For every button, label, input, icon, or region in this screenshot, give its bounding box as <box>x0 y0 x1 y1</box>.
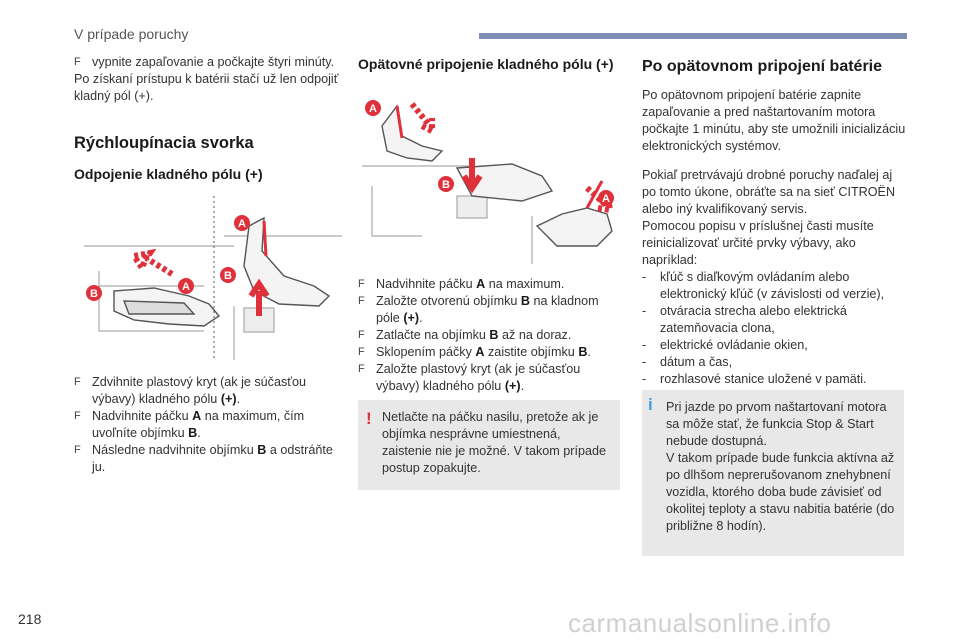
label-a-2 <box>178 278 194 294</box>
illustration-reconnect <box>362 96 620 264</box>
illustration-disconnect <box>84 196 342 360</box>
svg-text:B: B <box>224 270 232 282</box>
warning-text: Netlačte na páčku nasilu, pretože ak je objímka nesprávne umiestnená, zaistenie nie je možné. V takom prípade postup zopakujte. <box>382 410 607 475</box>
list-item: - dátum a čas, <box>642 355 733 369</box>
bullet-icon: F <box>358 278 365 290</box>
list-item: - kľúč s diaľkovým ovládaním alebo elektronický kľúč (v závislosti od verzie), <box>642 270 885 301</box>
arrow-left <box>134 253 172 274</box>
info-box <box>642 390 904 556</box>
watermark: carmanualsonline.info <box>568 608 832 638</box>
svg-text:A: A <box>602 193 610 205</box>
subtitle-reconnect: Opätovné pripojenie kladného pólu (+) <box>358 56 614 72</box>
column-1-steps <box>74 374 342 476</box>
bullet-icon: F <box>358 329 365 341</box>
intro-text: Po získaní prístupu k batérii stačí už len odpojiť kladný pól (+). <box>74 72 339 103</box>
warning-box <box>358 400 620 490</box>
clamp-top <box>382 106 442 161</box>
step-r1: F Nadvihnite páčku A na maximum. <box>358 277 565 291</box>
bullet-icon: F <box>74 410 81 422</box>
step-3: F Následne nadvihnite objímku B a odstráňte ju. <box>74 443 333 474</box>
section-title: Rýchloupínacia svorka <box>74 134 254 152</box>
arrow-down-a <box>412 104 432 131</box>
list-item: - rozhlasové stanice uložené v pamäti. <box>642 372 867 386</box>
intro-bullet: F vypnite zapaľovanie a počkajte štyri minúty. <box>74 55 335 69</box>
para-2: Pokiaľ pretrvávajú drobné poruchy naďalej aj po tomto úkone, obráťte sa na sieť CITROËN alebo iný kvalifikovaný servis. <box>642 168 896 216</box>
step-2: F Nadvihnite páčku A na maximum, čím uvoľníte objímku B. <box>74 409 305 440</box>
bullet-icon: F <box>358 295 365 307</box>
label-a-1 <box>234 215 250 231</box>
column-2-steps <box>358 276 623 395</box>
column-2 <box>358 56 623 73</box>
column-3 <box>642 58 906 388</box>
step-r5: F Založte plastový kryt (ak je súčasťou výbavy) kladného pólu (+). <box>358 362 581 393</box>
bullet-icon: F <box>74 56 81 68</box>
bullet-icon: F <box>74 376 81 388</box>
para-3: Pomocou popisu v príslušnej časti musíte reinicializovať určité prvky výbavy, ako napríklad: <box>642 219 874 267</box>
clamp-left <box>114 288 219 326</box>
info-icon: i <box>648 395 653 414</box>
step-1: F Zdvihnite plastový kryt (ak je súčasťou výbavy) kladného pólu (+). <box>74 375 307 406</box>
svg-text:B: B <box>442 179 450 191</box>
bullet-icon: F <box>358 363 365 375</box>
svg-text:A: A <box>238 218 246 230</box>
svg-text:A: A <box>182 281 190 293</box>
header-bar <box>479 33 907 39</box>
label-b-3 <box>438 176 454 192</box>
svg-text:B: B <box>90 288 98 300</box>
bullet-icon: F <box>358 346 365 358</box>
warning-icon: ! <box>366 409 372 428</box>
header-title: V prípade poruchy <box>74 26 189 42</box>
para-1: Po opätovnom pripojení batérie zapnite zapaľovanie a pred naštartovaním motora počkajte 1 minútu, aby ste umožnili inicializáciu elektronických systémov. <box>642 88 906 153</box>
step-r4: F Sklopením páčky A zaistite objímku B. <box>358 345 591 359</box>
list-item: - elektrické ovládanie okien, <box>642 338 808 352</box>
list-item: - otváracia strecha alebo elektrická zatemňovacia clona, <box>642 304 847 335</box>
subtitle-disconnect: Odpojenie kladného pólu (+) <box>74 166 263 182</box>
bullet-icon: F <box>74 444 81 456</box>
label-b-1 <box>220 267 236 283</box>
info-text: Pri jazde po prvom naštartovaní motora sa môže stať, že funkcia Stop & Start nebude dostupná. V takom prípade bude funkcia aktívna až po dlhšom neprerušovanom znehybnení vozidla, ktorého doba bude závisieť od okolitej teploty a stavu nabitia batérie (do približne 8 hodín). <box>666 400 895 533</box>
page-number: 218 <box>18 611 42 627</box>
column-1 <box>74 54 342 183</box>
label-a-3 <box>365 100 381 116</box>
section-title-3: Po opätovnom pripojení batérie <box>642 58 883 75</box>
step-r2: F Založte otvorenú objímku B na kladnom póle (+). <box>358 294 599 325</box>
label-a-4 <box>598 190 614 206</box>
label-b-2 <box>86 285 102 301</box>
svg-text:A: A <box>369 103 377 115</box>
step-r3: F Zatlačte na objímku B až na doraz. <box>358 328 572 342</box>
